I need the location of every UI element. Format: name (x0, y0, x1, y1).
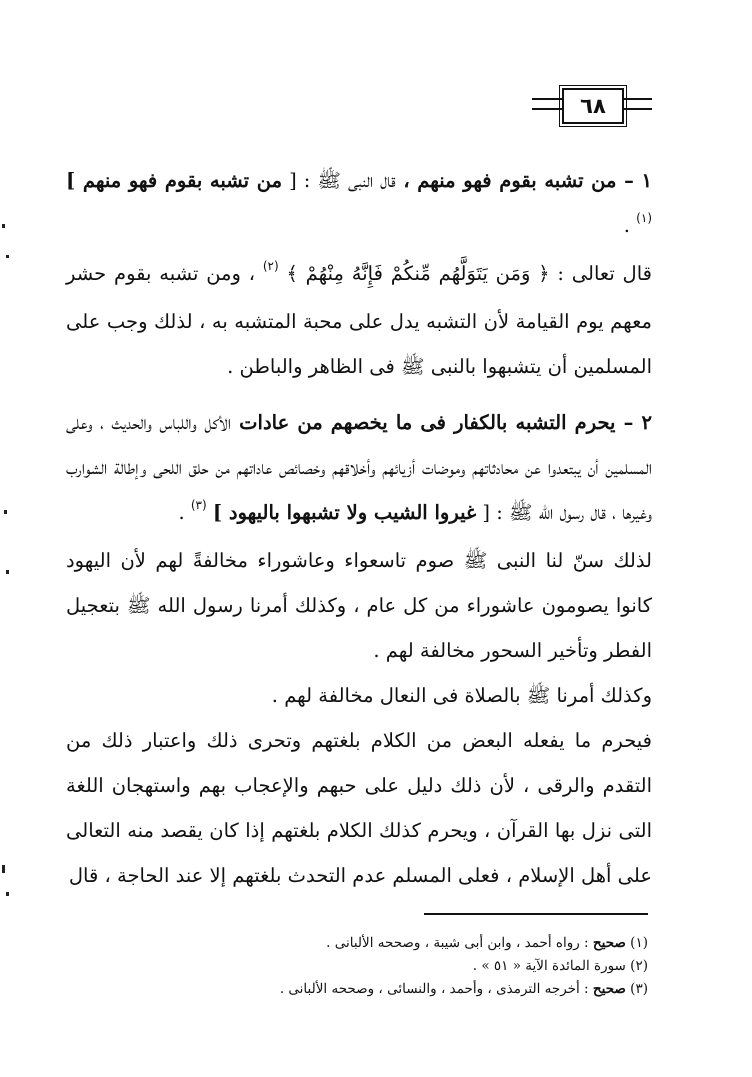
footnote-3 (180, 978, 648, 1001)
paragraph-3 (66, 400, 652, 538)
paragraph-3-text: الأكل واللباس والحديث ، وعلى المسلمين أن يبتعدوا عن محادثاتهم وموضات أزيائهم وأخلاقهم وخصائص عاداتهم من حلق اللحى وإطالة الشوارب وغيرها ، قال رسول الله ﷺ : [ (66, 411, 652, 524)
paragraph-6-text: فيحرم ما يفعله البعض من الكلام بلغتهم وتحرى ذلك واعتبار ذلك من التقدم والرقى ، لأن ذلك دليل على حبهم والإعجاب بهم واستهجان اللغة التى نزل بها القرآن ، ويحرم كذلك الكلام بلغتهم إذا كان يقصد منه التعالى على أهل الإسلام ، فعلى المسلم عدم التحدث بلغتهم إلا عند الحاجة ، قال (66, 729, 652, 887)
scan-edge-mark (4, 510, 7, 514)
section-heading-2: ٢ – يحرم التشبه بالكفار فى ما يخصهم من عادات (231, 411, 652, 434)
footnote-1-label: صحيح (592, 935, 626, 951)
footnote-ref-2: (٢) (262, 259, 279, 273)
hadith-quote-1: من تشبه بقوم فهو منهم ] (66, 169, 283, 192)
paragraph-6 (66, 718, 652, 898)
footnote-ref-1: (١) (636, 211, 652, 225)
paragraph-4 (66, 538, 652, 673)
paragraph-1-tail: . (623, 214, 637, 237)
paragraph-2 (66, 251, 652, 389)
footnotes (180, 932, 648, 1001)
paragraph-4-text: لذلك سنّ لنا النبى ﷺ صوم تاسعواء وعاشوراء مخالفةً لهم لأن اليهود كانوا يصومون عاشوراء من كل عام ، وكذلك أمرنا رسول الله ﷺ بتعجيل الفطر وتأخير السحور مخالفة لهم . (66, 549, 652, 662)
page-number-frame (532, 88, 652, 124)
scan-edge-mark (2, 224, 5, 228)
footnote-1 (180, 932, 648, 955)
section-heading-1: ١ – من تشبه بقوم فهو منهم ، (395, 169, 652, 192)
paragraph-3-tail: . (178, 501, 191, 524)
scan-edge-mark (6, 255, 9, 258)
footnote-1-text: : رواه أحمد ، وابن أبى شيبة ، وصححه الألبانى . (326, 935, 593, 951)
paragraph-1-text: قال النبى ﷺ : [ (282, 169, 396, 192)
footnote-3-label: صحيح (592, 981, 626, 997)
scan-edge-mark (2, 865, 5, 873)
footnote-ref-3: (٣) (190, 498, 207, 512)
footnote-divider (424, 913, 648, 915)
hadith-quote-2: غيروا الشيب ولا تشبهوا باليهود ] (212, 501, 477, 524)
footnote-3-text: : أخرجه الترمذى ، وأحمد ، والنسائى ، وصححه الألبانى . (279, 981, 593, 997)
footnote-3-num: (٣) (630, 981, 648, 997)
footnote-2-num: (٢) (630, 958, 648, 974)
footnote-2-text: سورة المائدة الآية « ٥١ » . (472, 958, 626, 974)
footnote-2 (180, 955, 648, 978)
page-number: ٦٨ (562, 88, 624, 124)
paragraph-2-tail: ، ومن تشبه بقوم حشر معهم يوم القيامة لأن التشبه يدل على محبة المتشبه به ، لذلك وجب على المسلمين أن يتشبهوا بالنبى ﷺ فى الظاهر والباطن . (66, 262, 652, 378)
quran-verse: قال تعالى : ﴿ وَمَن يَتَوَلَّهُم مِّنكُمْ فَإِنَّهُ مِنْهُمْ ﴾ (278, 262, 652, 285)
paragraph-1 (66, 158, 652, 251)
scan-edge-mark (6, 570, 9, 574)
main-text (66, 158, 652, 898)
paragraph-5-text: وكذلك أمرنا ﷺ بالصلاة فى النعال مخالفة لهم . (271, 684, 652, 707)
paragraph-5 (66, 673, 652, 718)
scan-edge-mark (6, 892, 9, 896)
footnote-1-num: (١) (630, 935, 648, 951)
